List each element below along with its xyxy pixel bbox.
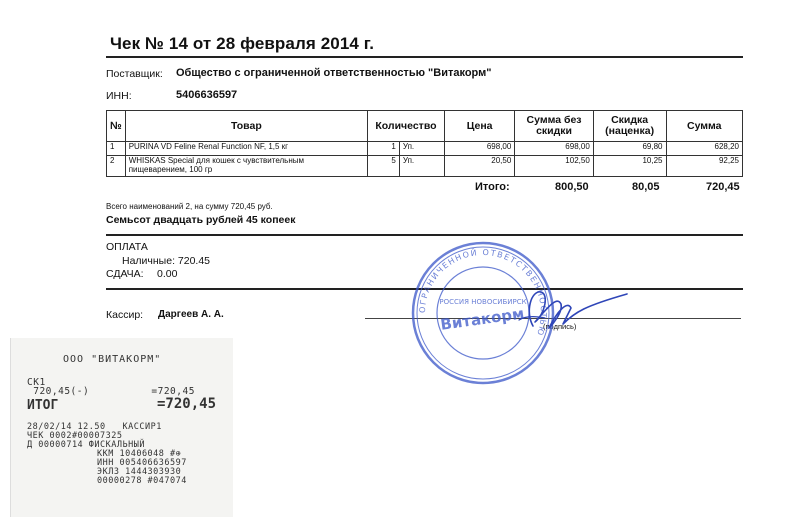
row-item: PURINA VD Feline Renal Function NF, 1,5 кг bbox=[125, 142, 367, 156]
row-item: WHISKAS Special для кошек с чувствительным пищеварением, 100 гр bbox=[125, 156, 367, 177]
row-num: 2 bbox=[107, 156, 126, 177]
col-item: Товар bbox=[125, 111, 367, 142]
summary-divider bbox=[106, 234, 743, 236]
receipt-kkm: ККМ 10406048 #⊕ bbox=[97, 449, 182, 459]
row-unit: Уп. bbox=[399, 156, 444, 177]
row-num: 1 bbox=[107, 142, 126, 156]
inn-value: 5406636597 bbox=[176, 89, 238, 101]
receipt-company: ООО "ВИТАКОРМ" bbox=[63, 354, 162, 365]
seal-outer-text: ОГРАНИЧЕННОЙ ОТВЕТСТВЕННОСТЬЮ bbox=[417, 247, 549, 338]
signature-caption: (подпись) bbox=[543, 322, 577, 331]
payment-heading: ОПЛАТА bbox=[106, 241, 148, 253]
row-sum-no-discount: 698,00 bbox=[515, 142, 593, 156]
receipt-eklz: ЭКЛЗ 1444303930 bbox=[97, 467, 182, 477]
table-row bbox=[107, 156, 743, 177]
totals-discount: 80,05 bbox=[632, 181, 660, 193]
inn-label: ИНН: bbox=[106, 90, 132, 102]
col-discount: Скидка (наценка) bbox=[593, 111, 666, 142]
row-discount: 10,25 bbox=[593, 156, 666, 177]
receipt-fiscal: Д 00000714 ФИСКАЛЬНЫЙ bbox=[27, 440, 145, 450]
items-table bbox=[106, 110, 743, 177]
seal-inner-text: РОССИЯ НОВОСИБИРСК bbox=[439, 298, 527, 306]
change-value: 0.00 bbox=[157, 268, 178, 280]
row-discount: 69,80 bbox=[593, 142, 666, 156]
totals-sum: 720,45 bbox=[706, 181, 740, 193]
receipt-code: 00000278 #047074 bbox=[97, 476, 187, 486]
document-title: Чек № 14 от 28 февраля 2014 г. bbox=[110, 34, 375, 53]
col-num: № bbox=[107, 111, 126, 142]
totals-label: Итого: bbox=[475, 181, 510, 193]
supplier-label: Поставщик: bbox=[106, 68, 163, 80]
receipt-inn: ИНН 005406636597 bbox=[97, 458, 187, 468]
cashier-name: Даргеев А. А. bbox=[158, 309, 224, 320]
handwritten-signature bbox=[505, 282, 635, 342]
count-line: Всего наименований 2, на сумму 720,45 руб. bbox=[106, 202, 273, 211]
payment-cash: Наличные: 720.45 bbox=[122, 255, 211, 267]
receipt-check-number: ЧЕК 0002#00007325 bbox=[27, 431, 123, 441]
row-price: 20,50 bbox=[444, 156, 514, 177]
row-sum: 628,20 bbox=[666, 142, 743, 156]
supplier-name: Общество с ограниченной ответственностью "Витакорм" bbox=[176, 67, 492, 79]
change-label: СДАЧА: bbox=[106, 268, 144, 280]
receipt-total-label: ИТОГ bbox=[27, 398, 59, 413]
col-sum: Сумма bbox=[666, 111, 743, 142]
row-qty: 5 bbox=[368, 156, 400, 177]
row-price: 698,00 bbox=[444, 142, 514, 156]
receipt-total-value: =720,45 bbox=[157, 396, 217, 412]
receipt-amount-line: 720,45(-) =720,45 bbox=[27, 386, 195, 397]
amount-in-words: Семьсот двадцать рублей 45 копеек bbox=[106, 214, 296, 226]
totals-sum-no-discount: 800,50 bbox=[555, 181, 589, 193]
cash-register-receipt bbox=[10, 338, 233, 517]
seal-center-text: Витакорм bbox=[439, 304, 526, 334]
row-qty: 1 bbox=[368, 142, 400, 156]
row-sum-no-discount: 102,50 bbox=[515, 156, 593, 177]
row-unit: Уп. bbox=[399, 142, 444, 156]
col-sum-no-discount: Сумма без скидки bbox=[515, 111, 593, 142]
row-sum: 92,25 bbox=[666, 156, 743, 177]
cashier-label: Кассир: bbox=[106, 309, 144, 321]
receipt-section: СК1 bbox=[27, 377, 46, 388]
title-divider bbox=[106, 56, 743, 58]
col-qty: Количество bbox=[368, 111, 445, 142]
receipt-datetime: 28/02/14 12.50 КАССИР1 bbox=[27, 422, 162, 432]
table-row bbox=[107, 142, 743, 156]
table-header-row bbox=[107, 111, 743, 142]
col-price: Цена bbox=[444, 111, 514, 142]
